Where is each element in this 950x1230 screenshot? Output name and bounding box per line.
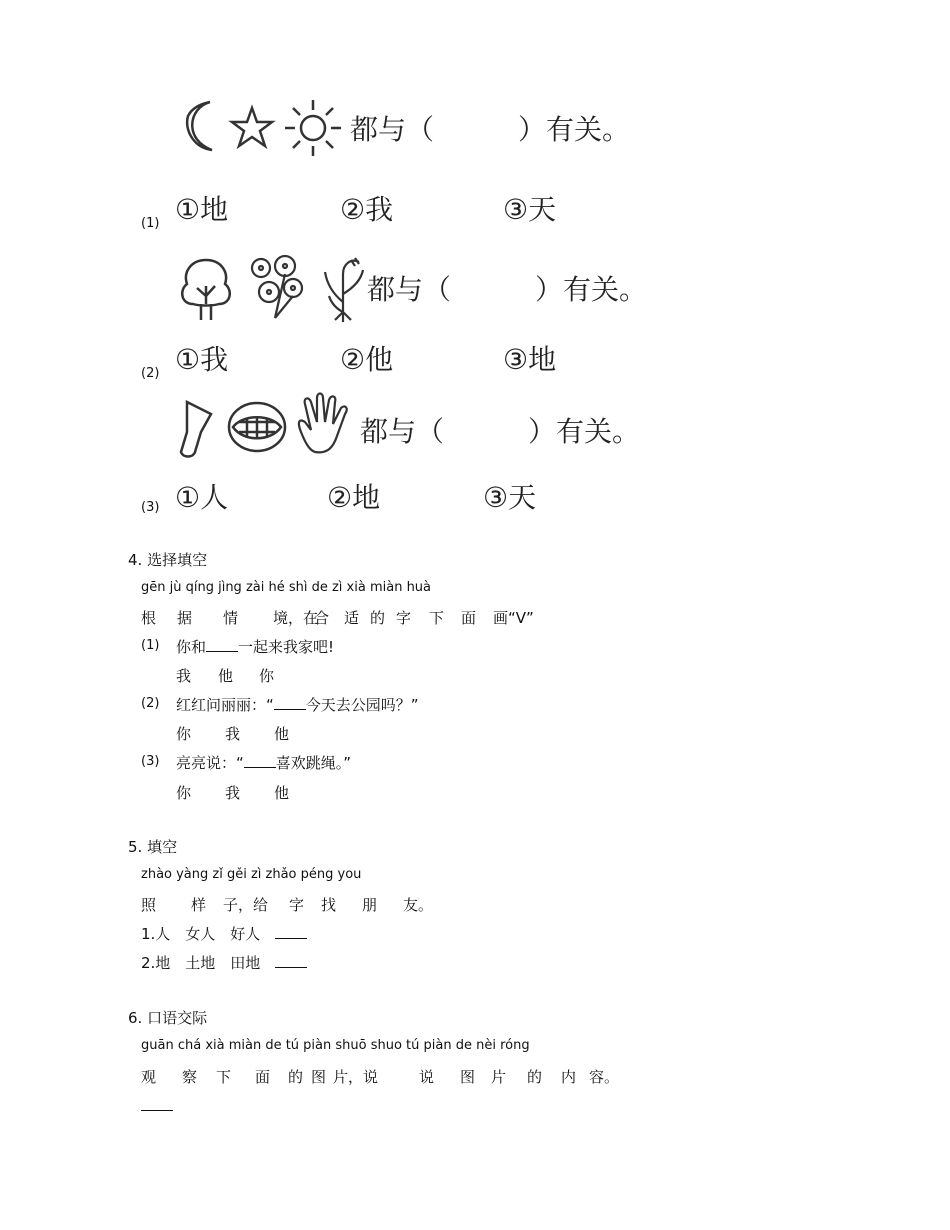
q5-item: 2.地 土地 田地 <box>141 952 307 973</box>
q4-char: 字 <box>396 609 412 627</box>
mouth-icon <box>227 400 287 454</box>
q4-title: 4. 选择填空 <box>128 551 208 569</box>
q5-char: 字 <box>289 896 305 914</box>
q4-item-sentence: 红红问丽丽：“ 今天去公园吗？” <box>176 696 419 714</box>
q4-option[interactable]: 你 <box>176 725 192 743</box>
q5-char: 朋 <box>362 896 378 914</box>
q4-char: 下 <box>429 609 445 627</box>
q5-char: 找 <box>321 896 337 914</box>
q4-item-num: (2) <box>141 696 160 711</box>
q6-char: 图 <box>460 1068 476 1086</box>
q6-answer-blank[interactable] <box>141 1096 173 1115</box>
q4-char: 面 <box>461 609 477 627</box>
q6-char: 片，说 <box>333 1068 379 1086</box>
row2-option-1: ①我 <box>175 343 229 376</box>
q4-char: 据 <box>177 609 193 627</box>
sun-icon <box>283 98 343 158</box>
answer-blank[interactable] <box>275 924 307 939</box>
flowers-icon <box>245 254 307 320</box>
q4-option[interactable]: 他 <box>274 784 290 802</box>
rice-plant-icon <box>321 254 367 324</box>
q5-title: 5. 填空 <box>128 838 178 856</box>
row3-prompt: 都与（ ）有关。 <box>360 415 641 448</box>
q6-pinyin: guān chá xià miàn de tú piàn shuō shuo tú piàn de nèi róng <box>141 1038 530 1053</box>
row3-option-3: ③天 <box>483 481 537 514</box>
q3-label-1: (1) <box>141 216 160 231</box>
q6-char: 的 <box>527 1068 543 1086</box>
q4-option[interactable]: 我 <box>225 725 241 743</box>
row3-option-2: ②地 <box>327 481 381 514</box>
q4-char: 适 <box>344 609 360 627</box>
q4-option[interactable]: 他 <box>274 725 290 743</box>
q3-label-2: (2) <box>141 366 160 381</box>
star-icon <box>230 106 274 148</box>
q6-char: 的 <box>288 1068 304 1086</box>
question-figure <box>175 88 648 518</box>
row2-option-2: ②他 <box>340 343 394 376</box>
hand-icon <box>293 392 355 458</box>
q4-item-num: (3) <box>141 754 160 769</box>
q5-char: 友。 <box>403 896 434 914</box>
answer-blank[interactable] <box>244 753 276 768</box>
q6-char: 说 <box>419 1068 435 1086</box>
q3-label-3: (3) <box>141 500 160 515</box>
answer-blank[interactable] <box>275 953 307 968</box>
q6-char: 容。 <box>589 1068 620 1086</box>
q5-char: 照 <box>141 896 157 914</box>
leg-icon <box>177 398 219 460</box>
q4-char: 根 <box>141 609 157 627</box>
q5-char: 样 <box>191 896 207 914</box>
moon-icon <box>180 100 222 152</box>
q5-char: 子，给 <box>223 896 269 914</box>
q6-char: 内 <box>561 1068 577 1086</box>
q4-char: 情 <box>223 609 239 627</box>
row1-option-2: ②我 <box>340 193 394 226</box>
q4-char: 境，在 <box>273 609 319 627</box>
answer-blank[interactable] <box>206 637 238 652</box>
q4-item-sentence: 亮亮说：“ 喜欢跳绳。” <box>176 754 352 772</box>
q6-char: 片 <box>491 1068 507 1086</box>
q4-pinyin: gēn jù qíng jìng zài hé shì de zì xià miàn huà <box>141 580 432 595</box>
row1-option-1: ①地 <box>175 193 229 226</box>
q4-option[interactable]: 你 <box>176 784 192 802</box>
answer-blank[interactable] <box>274 695 306 710</box>
q4-char: 画“V” <box>493 609 534 627</box>
row2-option-3: ③地 <box>503 343 557 376</box>
q4-option[interactable]: 我 <box>176 667 192 685</box>
q4-option[interactable]: 你 <box>259 667 275 685</box>
row1-option-3: ③天 <box>503 193 557 226</box>
q6-char: 面 <box>255 1068 271 1086</box>
q4-option[interactable]: 他 <box>218 667 234 685</box>
row2-prompt: 都与（ ）有关。 <box>367 273 648 306</box>
q5-pinyin: zhào yàng zǐ gěi zì zhǎo péng you <box>141 867 362 882</box>
row1-prompt: 都与（ ）有关。 <box>350 113 631 146</box>
tree-icon <box>177 256 235 322</box>
q4-item-sentence: 你和 一起来我家吧! <box>176 638 335 656</box>
q4-char: 合 <box>314 609 330 627</box>
q6-char: 下 <box>216 1068 232 1086</box>
q6-title: 6. 口语交际 <box>128 1009 208 1027</box>
q4-char: 的 <box>370 609 386 627</box>
row3-option-1: ①人 <box>175 481 229 514</box>
q6-char: 观 <box>141 1068 157 1086</box>
q5-item: 1.人 女人 好人 <box>141 923 307 944</box>
q4-option[interactable]: 我 <box>225 784 241 802</box>
q6-char: 图 <box>311 1068 327 1086</box>
q4-item-num: (1) <box>141 638 160 653</box>
q6-char: 察 <box>182 1068 198 1086</box>
